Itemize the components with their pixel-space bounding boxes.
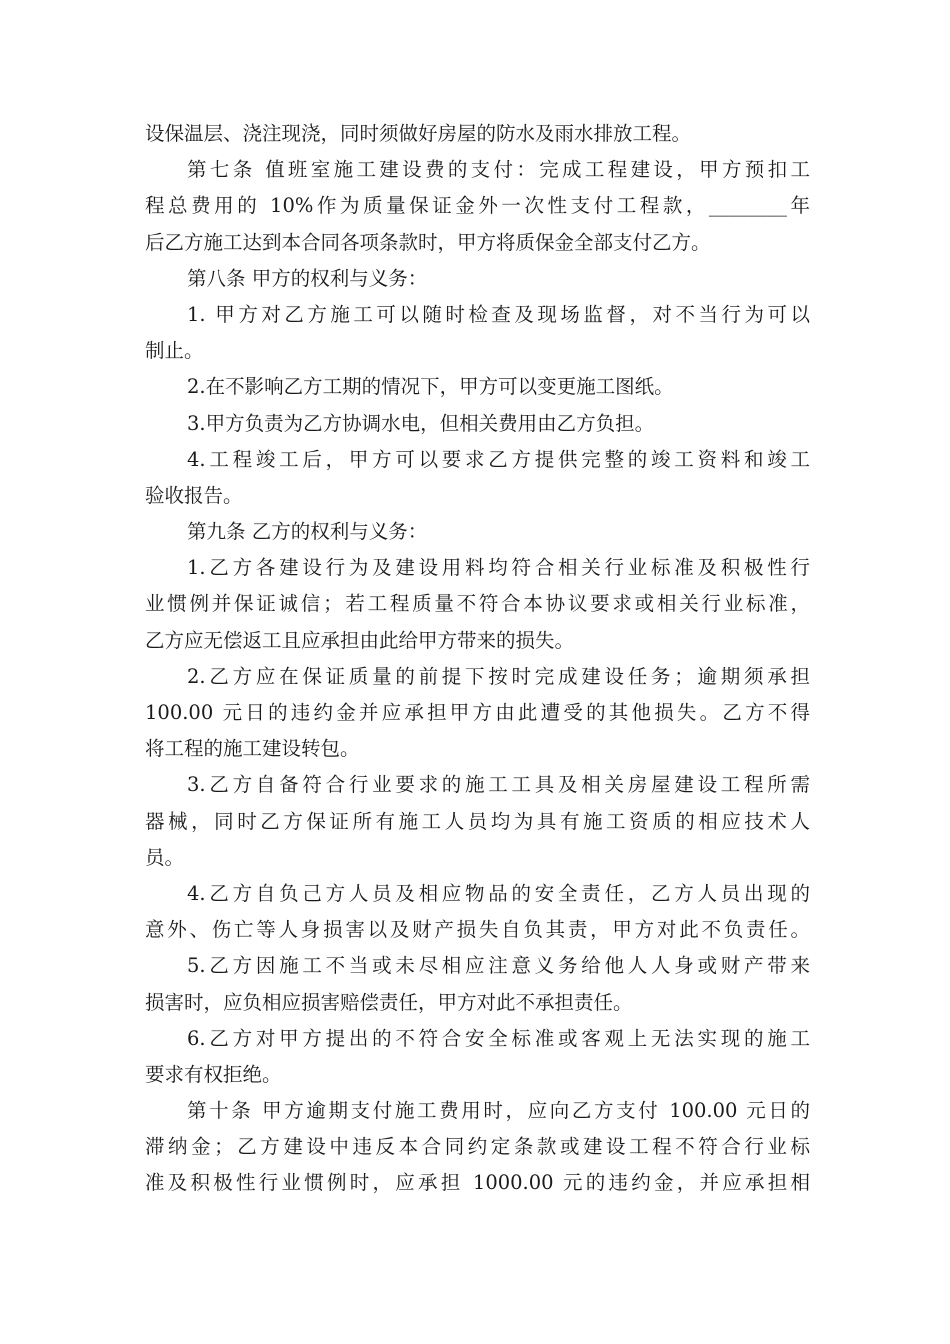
text-line: 6.乙方对甲方提出的不符合安全标准或客观上无法实现的施工 xyxy=(187,1026,810,1050)
text-line: 意外、伤亡等人身损害以及财产损失自负其责，甲方对此不负责任。 xyxy=(145,918,810,942)
text-line: 程总费用的 10%作为质量保证金外一次性支付工程款，________年 xyxy=(145,194,810,218)
text-line: 乙方应无偿返工且应承担由此给甲方带来的损失。 xyxy=(145,628,575,652)
text-line: 要求有权拒绝。 xyxy=(145,1062,282,1086)
text-line: 第十条 甲方逾期支付施工费用时，应向乙方支付 100.00 元日的 xyxy=(187,1099,810,1123)
text-line: 2.乙方应在保证质量的前提下按时完成建设任务；逾期须承担 xyxy=(187,664,810,688)
text-line: 3.乙方自备符合行业要求的施工工具及相关房屋建设工程所需 xyxy=(187,773,810,797)
text-line: 员。 xyxy=(145,845,185,869)
text-line: 4.乙方自负己方人员及相应物品的安全责任，乙方人员出现的 xyxy=(187,881,810,905)
text-line: 验收报告。 xyxy=(145,483,243,507)
text-line: 5.乙方因施工不当或未尽相应注意义务给他人人身或财产带来 xyxy=(187,954,810,978)
text-line: 损害时，应负相应损害赔偿责任，甲方对此不承担责任。 xyxy=(145,990,633,1014)
text-line: 第八条 甲方的权利与义务： xyxy=(187,266,428,290)
text-line: 器械，同时乙方保证所有施工人员均为具有施工资质的相应技术人 xyxy=(145,809,810,833)
text-line: 3.甲方负责为乙方协调水电，但相关费用由乙方负担。 xyxy=(187,411,655,435)
text-line: 设保温层、浇注现浇，同时须做好房屋的防水及雨水排放工程。 xyxy=(145,122,692,145)
text-line: 1. 甲方对乙方施工可以随时检查及现场监督，对不当行为可以 xyxy=(187,302,810,326)
text-line: 将工程的施工建设转包。 xyxy=(145,737,360,761)
text-line: 2.在不影响乙方工期的情况下，甲方可以变更施工图纸。 xyxy=(187,375,674,399)
text-line: 业惯例并保证诚信；若工程质量不符合本协议要求或相关行业标准， xyxy=(145,592,810,616)
text-line: 4.工程竣工后，甲方可以要求乙方提供完整的竣工资料和竣工 xyxy=(187,447,810,471)
text-line: 后乙方施工达到本合同各项条款时，甲方将质保金全部支付乙方。 xyxy=(145,230,711,254)
text-line: 第七条 值班室施工建设费的支付：完成工程建设，甲方预扣工 xyxy=(187,158,810,182)
contract-body-text xyxy=(145,116,810,1202)
text-line: 1.乙方各建设行为及建设用料均符合相关行业标准及积极性行 xyxy=(187,556,810,580)
text-line: 100.00 元日的违约金并应承担甲方由此遭受的其他损失。乙方不得 xyxy=(145,701,810,724)
text-line: 第九条 乙方的权利与义务： xyxy=(187,520,428,544)
text-line: 准及积极性行业惯例时，应承担 1000.00 元的违约金，并应承担相 xyxy=(145,1171,810,1195)
text-line: 滞纳金；乙方建设中违反本合同约定条款或建设工程不符合行业标 xyxy=(145,1135,810,1159)
text-line: 制止。 xyxy=(145,339,204,363)
